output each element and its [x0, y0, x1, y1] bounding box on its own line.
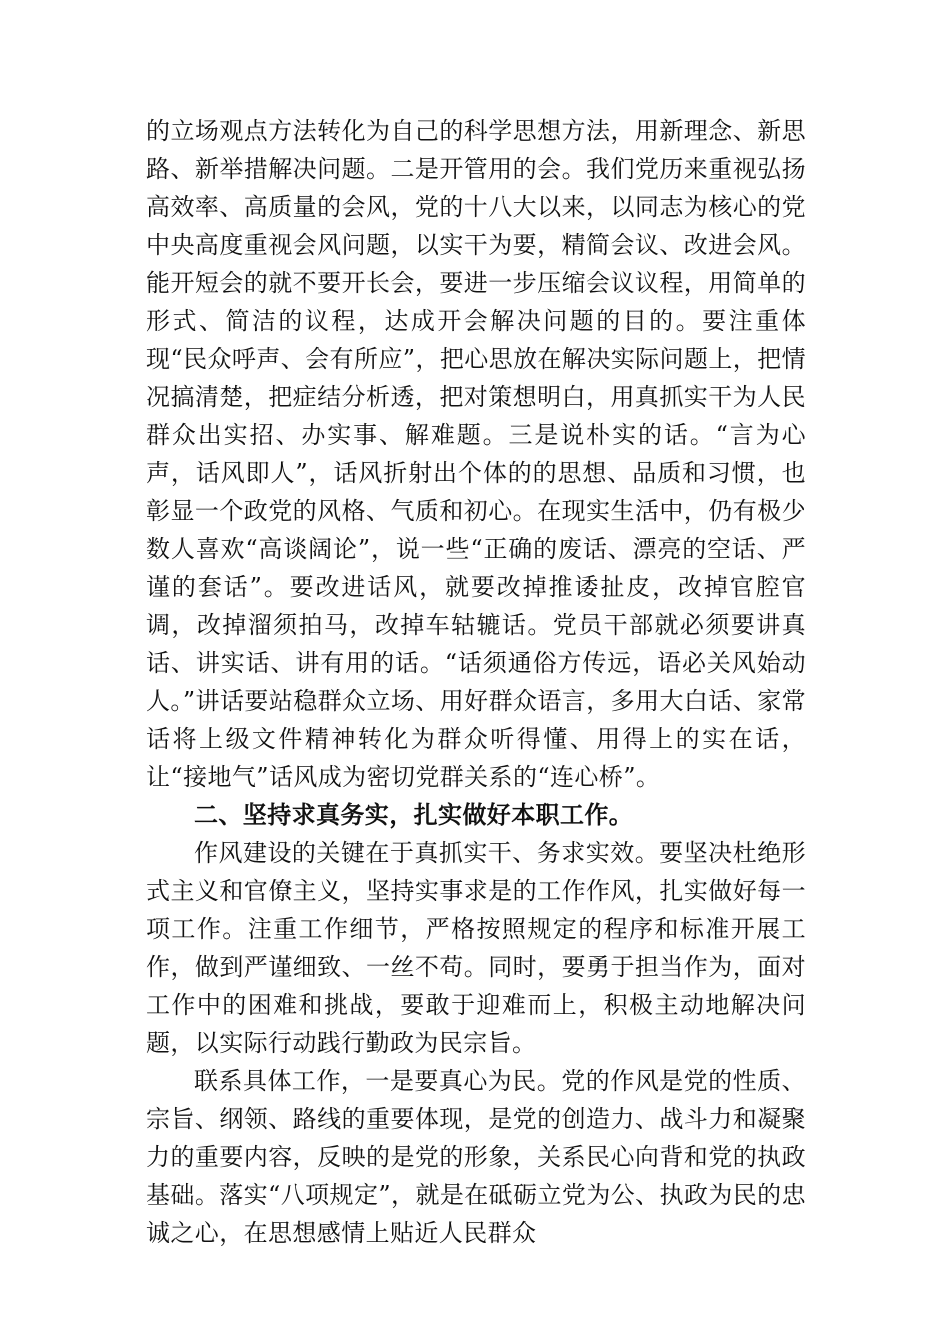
document-body	[146, 112, 806, 1252]
paragraph-serve-people: 联系具体工作，一是要真心为民。党的作风是党的性质、宗旨、纲领、路线的重要体现，是党的创造力、战斗力和凝聚力的重要内容，反映的是党的形象，关系民心向背和党的执政基础。落实“八项规定”，就是在砥砺立党为公、执政为民的忠诚之心，在思想感情上贴近人民群众	[146, 1067, 806, 1247]
section-heading: 二、坚持求真务实，扎实做好本职工作。	[194, 801, 634, 829]
paragraph-work-style: 作风建设的关键在于真抓实干、务求实效。要坚决杜绝形式主义和官僚主义，坚持实事求是的工作作风，扎实做好每一项工作。注重工作细节，严格按照规定的程序和标准开展工作，做到严谨细致、一丝不苟。同时，要勇于担当作为，面对工作中的困难和挑战，要敢于迎难而上，积极主动地解决问题，以实际行动践行勤政为民宗旨。	[146, 839, 806, 1057]
paragraph-continuation: 的立场观点方法转化为自己的科学思想方法，用新理念、新思路、新举措解决问题。二是开管用的会。我们党历来重视弘扬高效率、高质量的会风，党的十八大以来，以同志为核心的党中央高度重视会风问题，以实干为要，精简会议、改进会风。能开短会的就不要开长会，要进一步压缩会议议程，用简单的形式、简洁的议程，达成开会解决问题的目的。要注重体现“民众呼声、会有所应”，把心思放在解决实际问题上，把情况搞清楚，把症结分析透，把对策想明白，用真抓实干为人民群众出实招、办实事、解难题。三是说朴实的话。“言为心声，话风即人”，话风折射出个体的的思想、品质和习惯，也彰显一个政党的风格、气质和初心。在现实生活中，仍有极少数人喜欢“高谈阔论”，说一些“正确的废话、漂亮的空话、严谨的套话”。要改进话风，就要改掉推诿扯皮，改掉官腔官调，改掉溜须拍马，改掉车轱辘话。党员干部就必须要讲真话、讲实话、讲有用的话。“话须通俗方传远，语必关风始动人。”讲话要站稳群众立场、用好群众语言，多用大白话、家常话将上级文件精神转化为群众听得懂、用得上的实在话，让“接地气”话风成为密切党群关系的“连心桥”。	[146, 117, 806, 791]
